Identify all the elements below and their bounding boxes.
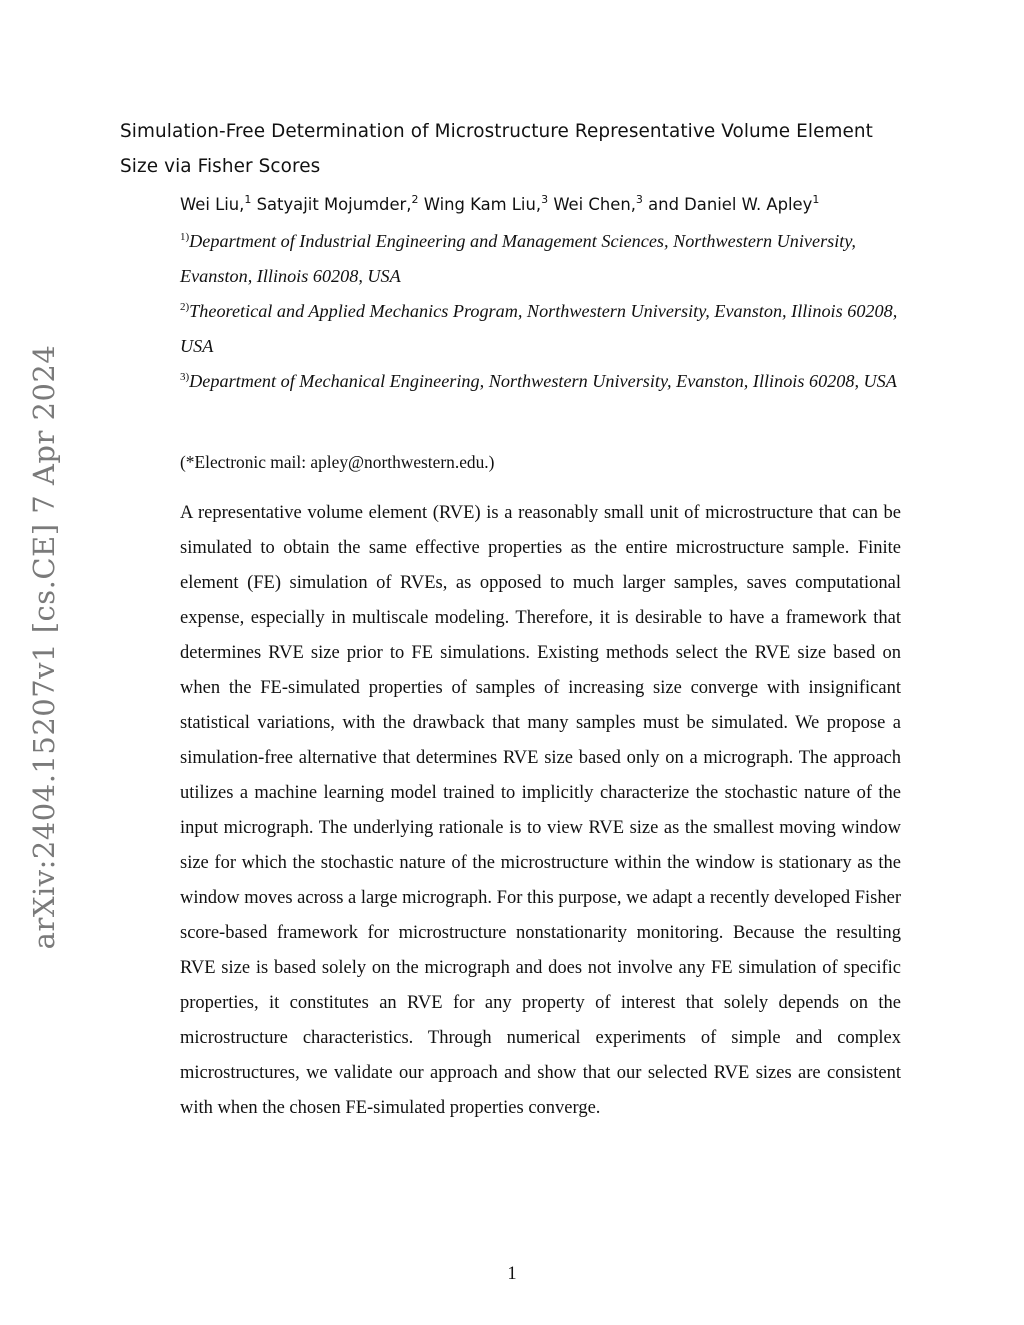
author-affiliation-mark: 1 [812,193,820,206]
paper-title: Simulation-Free Determination of Microstructure Representative Volume Element Size via Fisher Scores [120,121,873,177]
affiliation-1 [180,224,900,294]
affiliation-mark: 1) [180,231,190,243]
author-list [180,190,900,220]
author-affiliation-mark: 3 [635,193,643,206]
affiliation-text: Theoretical and Applied Mechanics Program, Northwestern University, Evanston, Illinois 60208, USA [180,301,898,356]
affiliation-2 [180,294,900,364]
page-number: 1 [507,1264,517,1284]
author-name: Satyajit Mojumder, [256,195,412,214]
affiliation-text: Department of Industrial Engineering and Management Sciences, Northwestern University, Evanston, Illinois 60208, USA [180,231,856,286]
author-name: Wing Kam Liu, [423,195,542,214]
author-name: Wei Liu, [180,195,245,214]
affiliation-mark: 3) [180,371,190,383]
affiliation-text: Department of Mechanical Engineering, Northwestern University, Evanston, Illinois 60208, USA [189,371,897,391]
author-affiliation-mark: 2 [411,193,419,206]
corresponding-email: (*Electronic mail: apley@northwestern.edu.) [180,452,495,472]
abstract-paragraph: A representative volume element (RVE) is a reasonably small unit of microstructure that can be simulated to obtain the same effective properties as the entire microstructure sample. Finite element (FE) simulation of RVEs, as opposed to much larger samples, saves computational expense, especially in multiscale modeling. Therefore, it is desirable to have a framework that determines RVE size prior to FE simulations. Existing methods select the RVE size based on when the FE-simulated properties of samples of increasing size converge with insignificant statistical variations, with the drawback that many samples must be simulated. We propose a simulation-free alternative that determines RVE size based only on a micrograph. The approach utilizes a machine learning model trained to implicitly characterize the stochastic nature of the input micrograph. The underlying rationale is to view RVE size as the smallest moving window size for which the stochastic nature of the microstructure within the window is stationary as the window moves across a large micrograph. For this purpose, we adapt a recently developed Fisher score-based framework for microstructure nonstationarity monitoring. Because the resulting RVE size is based solely on the micrograph and does not involve any FE simulation of specific properties, it constitutes an RVE for any property of interest that solely depends on the microstructure characteristics. Through numerical experiments of simple and complex microstructures, we validate our approach and show that our selected RVE sizes are consistent with when the chosen FE-simulated properties converge. [180,503,901,1118]
affiliation-mark: 2) [180,301,190,313]
author-name: Wei Chen, [553,195,636,214]
arxiv-identifier-stamp: arXiv:2404.15207v1 [cs.CE] 7 Apr 2024 [27,344,61,950]
author-name: and Daniel W. Apley [648,195,813,214]
affiliation-3 [180,364,900,399]
author-affiliation-mark: 1 [244,193,252,206]
author-affiliation-mark: 3 [541,193,549,206]
